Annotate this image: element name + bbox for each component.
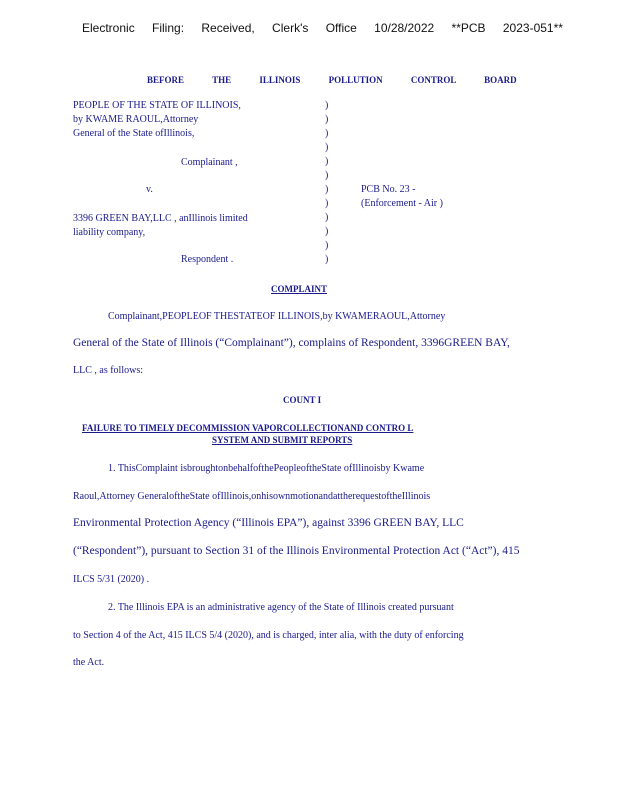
paragraph-line: the Act. — [73, 657, 105, 668]
intro-line: General of the State of Illinois (“Complainant”), complains of Respondent, 3396GREEN BAY, — [73, 337, 510, 349]
case-number: PCB No. 23 - — [361, 184, 416, 195]
intro-line: Complainant,PEOPLEOF THESTATEOF ILLINOIS,by KWAMERAOUL,Attorney — [108, 311, 446, 322]
caption-bracket: ) — [325, 226, 329, 237]
caption-party-line: by KWAME RAOUL,Attorney — [73, 114, 199, 125]
complainant-label: Complainant , — [181, 157, 238, 168]
caption-bracket: ) — [325, 142, 329, 153]
paragraph-line: 1. ThisComplaint isbroughtonbehalfofthePeopleoftheState ofIllinoisby Kwame — [108, 463, 425, 474]
caption-party-line: PEOPLE OF THE STATE OF ILLINOIS, — [73, 100, 241, 111]
court-title: BEFORE THE ILLINOIS POLLUTION CONTROL BOARD — [147, 75, 517, 85]
caption-party-line: General of the State ofIllinois, — [73, 128, 195, 139]
caption-bracket: ) — [325, 170, 329, 181]
paragraph-line: (“Respondent”), pursuant to Section 31 of the Illinois Environmental Protection Act (“Act”), 415 — [73, 545, 520, 557]
caption-bracket: ) — [325, 254, 329, 265]
count-title: COUNT I — [283, 395, 322, 405]
complaint-title: COMPLAINT — [271, 284, 327, 294]
paragraph-line: 2. The Illinois EPA is an administrative agency of the State of Illinois created pursuant — [108, 602, 454, 613]
caption-bracket: ) — [325, 114, 329, 125]
caption-bracket: ) — [325, 156, 329, 167]
caption-respondent-line: 3396 GREEN BAY,LLC , anIllinois limited — [73, 213, 248, 224]
caption-bracket: ) — [325, 128, 329, 139]
caption-bracket: ) — [325, 184, 329, 195]
paragraph-line: Environmental Protection Agency (“Illinois EPA”), against 3396 GREEN BAY, LLC — [73, 517, 464, 529]
caption-respondent-line: liability company, — [73, 227, 146, 238]
paragraph-line: Raoul,Attorney GeneraloftheState ofIllinois,onhisownmotionandattherequestoftheIllinois — [73, 491, 431, 502]
caption-bracket: ) — [325, 212, 329, 223]
count-heading: SYSTEM AND SUBMIT REPORTS — [212, 435, 353, 445]
versus-label: v. — [146, 184, 153, 195]
case-type: (Enforcement - Air ) — [361, 198, 443, 209]
caption-bracket: ) — [325, 198, 329, 209]
respondent-label: Respondent . — [181, 254, 234, 265]
caption-bracket: ) — [325, 240, 329, 251]
filing-header: Electronic Filing: Received, Clerk's Office 10/28/2022 **PCB 2023-051** — [82, 21, 563, 35]
paragraph-line: ILCS 5/31 (2020) . — [73, 574, 150, 585]
caption-bracket: ) — [325, 100, 329, 111]
count-heading: FAILURE TO TIMELY DECOMMISSION VAPORCOLLECTIONAND CONTRO L — [82, 423, 414, 433]
paragraph-line: to Section 4 of the Act, 415 ILCS 5/4 (2020), and is charged, inter alia, with the duty of enforcing — [73, 630, 464, 641]
intro-line: LLC , as follows: — [73, 365, 143, 376]
